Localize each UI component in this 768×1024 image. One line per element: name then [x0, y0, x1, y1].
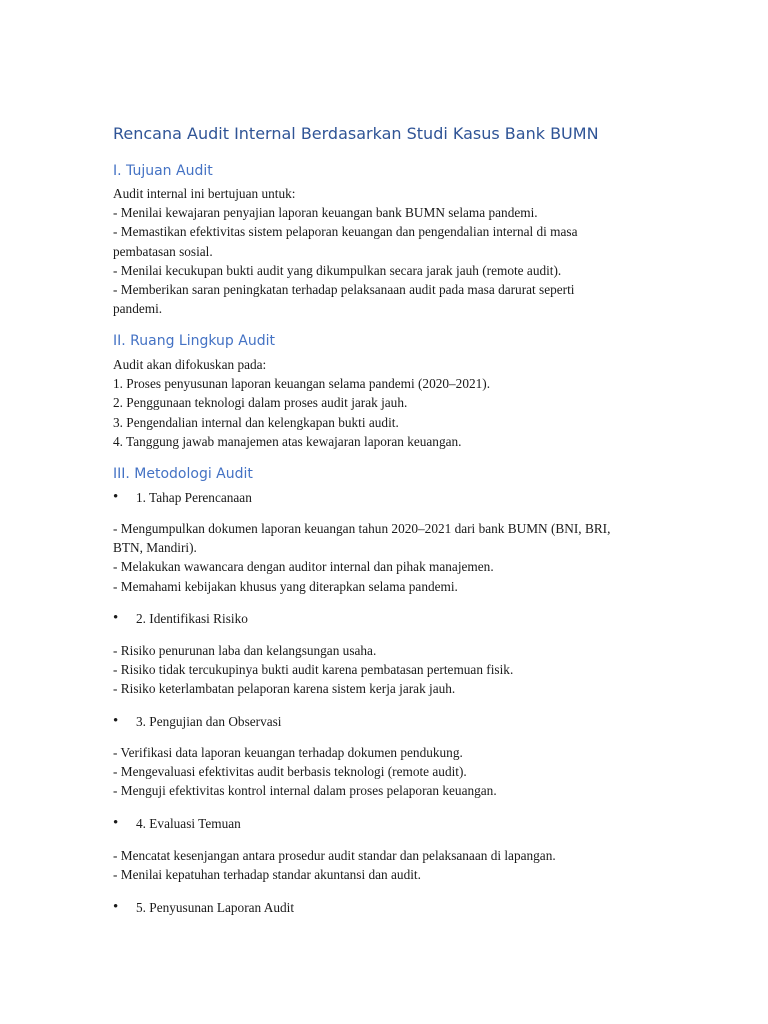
- step-body-evaluasi-temuan: [113, 846, 668, 884]
- paragraph-line: - Mengumpulkan dokumen laporan keuangan tahun 2020–2021 dari bank BUMN (BNI, BRI,: [113, 521, 611, 536]
- document-title: Rencana Audit Internal Berdasarkan Studi Kasus Bank BUMN: [113, 124, 599, 143]
- step-body-pengujian-observasi: [113, 743, 668, 801]
- paragraph-line: - Menilai kewajaran penyajian laporan keuangan bank BUMN selama pandemi.: [113, 205, 538, 221]
- paragraph-line: - Memastikan efektivitas sistem pelaporan keuangan dan pengendalian internal di masa: [113, 224, 578, 240]
- section-body-tujuan: [113, 184, 668, 318]
- bullet-label: 2. Identifikasi Risiko: [136, 611, 248, 626]
- bullet-label: 4. Evaluasi Temuan: [136, 816, 241, 831]
- bullet-label: 5. Penyusunan Laporan Audit: [136, 900, 295, 915]
- paragraph-line: - Mengevaluasi efektivitas audit berbasis teknologi (remote audit).: [113, 764, 467, 780]
- list-item: 4. Tanggung jawab manajemen atas kewajaran laporan keuangan.: [113, 433, 462, 449]
- section-heading-ruang-lingkup: II. Ruang Lingkup Audit: [113, 333, 275, 349]
- list-item: 3. Pengendalian internal dan kelengkapan bukti audit.: [113, 414, 399, 430]
- paragraph-line: - Memberikan saran peningkatan terhadap pelaksanaan audit pada masa darurat seperti: [113, 282, 575, 298]
- section-heading-metodologi: III. Metodologi Audit: [113, 466, 253, 482]
- bullet-label: 1. Tahap Perencanaan: [136, 490, 252, 505]
- section-heading-tujuan: I. Tujuan Audit: [113, 163, 213, 179]
- paragraph-line: - Risiko tidak tercukupinya bukti audit karena pembatasan pertemuan fisik.: [113, 662, 514, 678]
- paragraph-line: - Risiko penurunan laba dan kelangsungan usaha.: [113, 643, 377, 658]
- paragraph-line: pembatasan sosial.: [113, 243, 213, 259]
- bullet-icon: •: [113, 899, 119, 915]
- paragraph-line: - Menguji efektivitas kontrol internal dalam proses pelaporan keuangan.: [113, 783, 497, 799]
- list-item: 1. Proses penyusunan laporan keuangan selama pandemi (2020–2021).: [113, 376, 491, 392]
- paragraph-line: Audit internal ini bertujuan untuk:: [113, 186, 296, 201]
- paragraph-line: pandemi.: [113, 301, 163, 317]
- bullet-icon: •: [113, 713, 119, 729]
- paragraph-line: - Menilai kepatuhan terhadap standar akuntansi dan audit.: [113, 867, 421, 883]
- paragraph-line: - Menilai kecukupan bukti audit yang dikumpulkan secara jarak jauh (remote audit).: [113, 262, 562, 278]
- paragraph-line: Audit akan difokuskan pada:: [113, 357, 267, 372]
- section-body-ruang-lingkup: [113, 355, 668, 451]
- paragraph-line: - Risiko keterlambatan pelaporan karena sistem kerja jarak jauh.: [113, 681, 456, 697]
- paragraph-line: - Memahami kebijakan khusus yang diterapkan selama pandemi.: [113, 578, 458, 594]
- step-body-identifikasi-risiko: [113, 641, 668, 699]
- paragraph-line: BTN, Mandiri).: [113, 540, 197, 556]
- paragraph-line: - Verifikasi data laporan keuangan terhadap dokumen pendukung.: [113, 745, 463, 760]
- list-item: 2. Penggunaan teknologi dalam proses audit jarak jauh.: [113, 395, 408, 411]
- step-body-perencanaan: [113, 519, 668, 596]
- bullet-icon: •: [113, 815, 119, 831]
- bullet-label: 3. Pengujian dan Observasi: [136, 714, 282, 729]
- paragraph-line: - Melakukan wawancara dengan auditor internal dan pihak manajemen.: [113, 559, 494, 575]
- paragraph-line: - Mencatat kesenjangan antara prosedur audit standar dan pelaksanaan di lapangan.: [113, 848, 556, 863]
- bullet-icon: •: [113, 610, 119, 626]
- bullet-icon: •: [113, 489, 119, 505]
